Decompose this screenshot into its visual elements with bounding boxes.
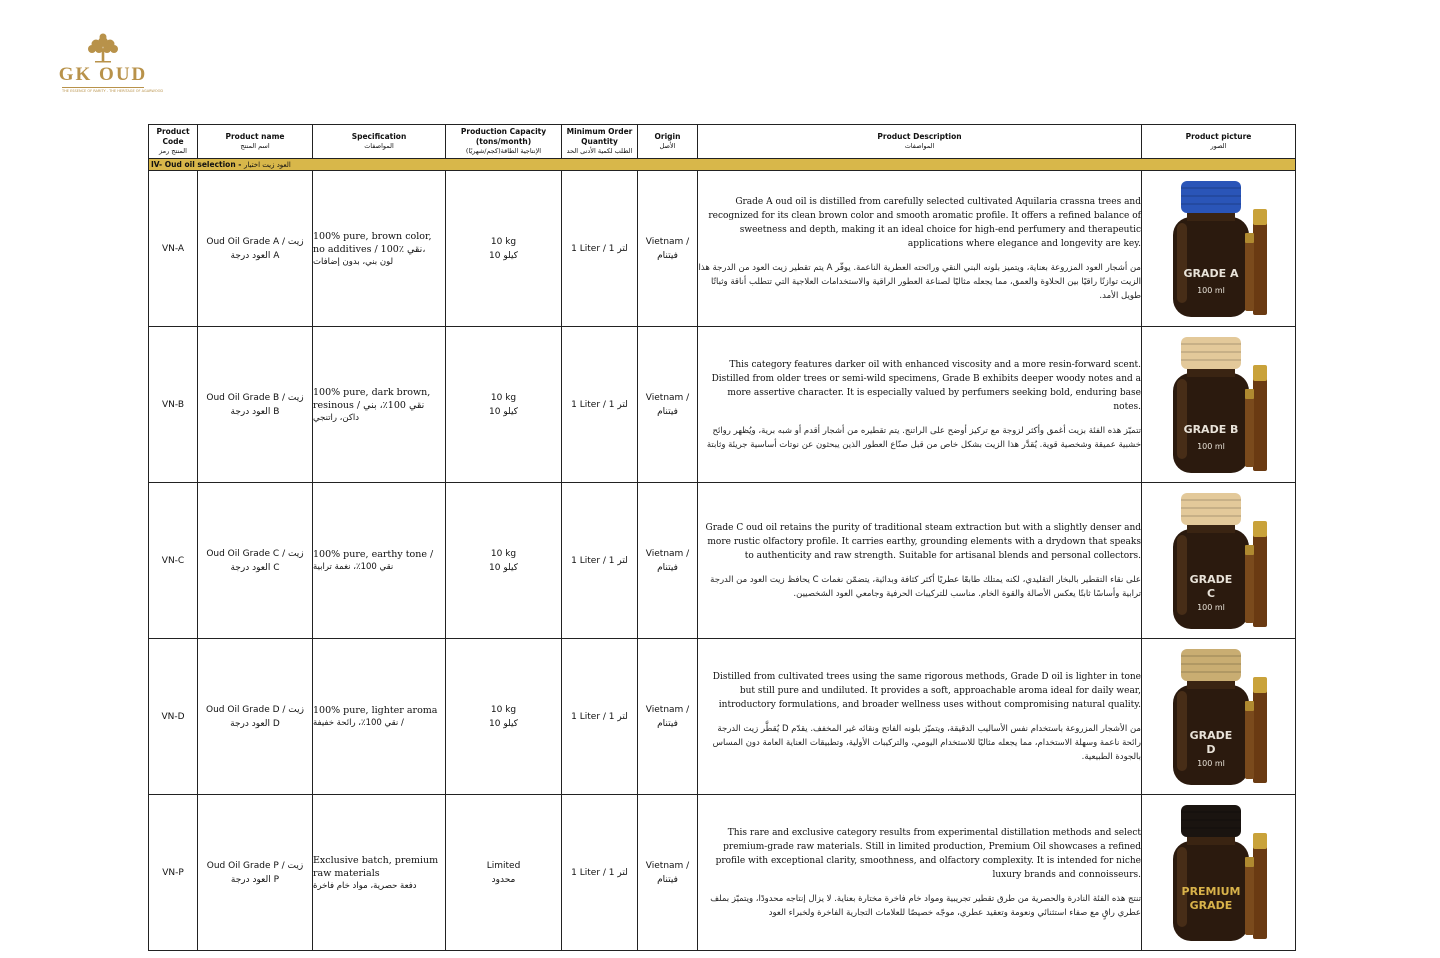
oud-oil-bottle-image	[1159, 491, 1279, 631]
bottle-label-line1: GRADE	[1189, 728, 1232, 742]
product-description: This category features darker oil with enhanced viscosity and a more resin-forward scent. Distilled from older trees or semi-wild specimens, Grade B exhibits deeper woody notes and a more assertive character. It is especially valued by perfumers seeking bold, enduring base notes. تتميّز هذه الفئة بزيت أغمق وأكثر لزوجة مع تركيز أوضح على الراتنج. يتم تقطيره من أشجار أقدم أو شبه برية، ويُظهر روائح خشبية عميقة وشخصية قوية. يُقدَّر هذا الزيت بشكل خاص من قبل صنّاع العطور الذين يبحثون عن نوتات أساسية جريئة وثابتة	[698, 327, 1142, 483]
origin: Vietnam / فيتنام	[638, 171, 698, 327]
product-specification: Exclusive batch, premium raw materials دفعة حصرية، مواد خام فاخرة	[313, 795, 446, 951]
product-picture	[1142, 327, 1296, 483]
product-picture	[1142, 795, 1296, 951]
minimum-order: 1 Liter / 1 لتر	[562, 171, 638, 327]
brand-logo	[58, 32, 164, 100]
product-code: VN-A	[149, 171, 198, 327]
bottle-label-line1: PREMIUM	[1181, 884, 1240, 898]
header-product-picture: Product picture الصور	[1142, 125, 1296, 159]
bottle-label-line1: GRADE	[1189, 572, 1232, 586]
origin: Vietnam / فيتنام	[638, 639, 698, 795]
product-picture	[1142, 639, 1296, 795]
header-product-code: Product Code المنتج رمز	[149, 125, 198, 159]
table-row	[149, 483, 1296, 639]
product-picture	[1142, 171, 1296, 327]
bottle-label-line2: D	[1205, 742, 1216, 756]
bottle-label-line2: GRADE	[1189, 898, 1232, 912]
product-table	[148, 124, 1296, 951]
product-name: Oud Oil Grade P / زيت العود درجة P	[198, 795, 313, 951]
product-code: VN-D	[149, 639, 198, 795]
product-description: Grade A oud oil is distilled from carefully selected cultivated Aquilaria crassna trees and recognized for its clean brown color and smooth aromatic profile. It offers a refined balance of sweetness and depth, making it an ideal choice for high-end perfumery and therapeutic applications where elegance and longevity are key. من أشجار العود المزروعة بعناية، ويتميز بلونه البني النقي ورائحته العطرية الناعمة. يوفّر A يتم تقطير زيت العود من الدرجة هذا الزيت توازنًا راقيًا بين الحلاوة والعمق، مما يجعله مثاليًا لصناعة العطور الراقية والاستخدامات العلاجية التي تتطلب أناقة وثباتًا طويل الأمد.	[698, 171, 1142, 327]
production-capacity: Limited محدود	[446, 795, 562, 951]
production-capacity: 10 kg كيلو 10	[446, 639, 562, 795]
product-name: Oud Oil Grade D / زيت العود درجة D	[198, 639, 313, 795]
table-row	[149, 171, 1296, 327]
section-row	[149, 159, 1296, 171]
header-origin: Origin الأصل	[638, 125, 698, 159]
product-specification: 100% pure, lighter aroma نقي 100٪، رائحة خفيفة /	[313, 639, 446, 795]
origin: Vietnam / فيتنام	[638, 483, 698, 639]
product-specification: 100% pure, earthy tone / نقي 100٪، نغمة ترابية	[313, 483, 446, 639]
table-row	[149, 327, 1296, 483]
product-description: Distilled from cultivated trees using the same rigorous methods, Grade D oil is lighter in tone but still pure and undiluted. It provides a soft, approachable aroma ideal for daily wear, introductory formulations, and broader wellness uses without compromising natural quality. من الأشجار المزروعة باستخدام نفس الأساليب الدقيقة، ويتميّز بلونه الفاتح ونقائه غير المخفف. يقدّم D يُقطَّر زيت الدرجة رائحة ناعمة وسهلة الاستخدام، مما يجعله مثاليًا للاستخدام اليومي، والتركيبات الأولية، وتطبيقات العناية العامة دون المساس بالجودة الطبيعية.	[698, 639, 1142, 795]
table-row	[149, 795, 1296, 951]
product-specification: 100% pure, dark brown, resinous / نقي 100٪، بني داكن، راتنجي	[313, 327, 446, 483]
product-specification: 100% pure, brown color, no additives / 100٪ نقي، لون بني، بدون إضافات	[313, 171, 446, 327]
minimum-order: 1 Liter / 1 لتر	[562, 639, 638, 795]
oud-oil-bottle-image	[1159, 179, 1279, 319]
brand-name: GK OUD	[58, 64, 148, 85]
production-capacity: 10 kg كيلو 10	[446, 171, 562, 327]
minimum-order: 1 Liter / 1 لتر	[562, 483, 638, 639]
header-production-capacity: Production Capacity (tons/month) الإنتاجية الطاقة(كجم/شهريًا)	[446, 125, 562, 159]
bottle-label-volume: 100 ml	[1196, 441, 1225, 451]
product-code: VN-B	[149, 327, 198, 483]
section-title: IV- Oud oil selection - العود زيت اختيار	[149, 159, 1296, 171]
product-name: Oud Oil Grade B / زيت العود درجة B	[198, 327, 313, 483]
product-picture	[1142, 483, 1296, 639]
bottle-label-volume: 100 ml	[1196, 602, 1225, 612]
minimum-order: 1 Liter / 1 لتر	[562, 327, 638, 483]
tree-icon	[83, 32, 123, 66]
oud-oil-bottle-image	[1159, 647, 1279, 787]
oud-oil-bottle-image	[1159, 803, 1279, 943]
bottle-label-line1: GRADE B	[1183, 422, 1238, 436]
minimum-order: 1 Liter / 1 لتر	[562, 795, 638, 951]
oud-oil-bottle-image	[1159, 335, 1279, 475]
origin: Vietnam / فيتنام	[638, 795, 698, 951]
table-row	[149, 639, 1296, 795]
production-capacity: 10 kg كيلو 10	[446, 483, 562, 639]
bottle-label-line1: GRADE A	[1183, 266, 1238, 280]
header-product-name: Product name اسم المنتج	[198, 125, 313, 159]
product-description: Grade C oud oil retains the purity of traditional steam extraction but with a slightly denser and more rustic olfactory profile. It carries earthy, grounding elements with a drydown that speaks to authenticity and raw strength. Suitable for artisanal blends and personal collectors. على نقاء التقطير بالبخار التقليدي، لكنه يمتلك طابعًا عطريًا أكثر كثافة وبدائية، يتضمّن نغمات C يحافظ زيت العود من الدرجة ترابية وأساسًا ثابتًا يعكس الأصالة والقوة الخام. مناسب للتركيبات الحرفية وجامعي العود الشخصيين.	[698, 483, 1142, 639]
origin: Vietnam / فيتنام	[638, 327, 698, 483]
bottle-label-volume: 100 ml	[1196, 285, 1225, 295]
header-product-description: Product Description المواصفات	[698, 125, 1142, 159]
product-name: Oud Oil Grade C / زيت العود درجة C	[198, 483, 313, 639]
production-capacity: 10 kg كيلو 10	[446, 327, 562, 483]
header-minimum-order: Minimum Order Quantity الطلب لكمية الأدنى الحد	[562, 125, 638, 159]
product-code: VN-C	[149, 483, 198, 639]
product-name: Oud Oil Grade A / زيت العود درجة A	[198, 171, 313, 327]
product-description: This rare and exclusive category results from experimental distillation methods and select premium-grade raw materials. Still in limited production, Premium Oil showcases a refined profile with exceptional clarity, smoothness, and olfactory complexity. It is intended for niche luxury brands and connoisseurs. تنتج هذه الفئة النادرة والحصرية من طرق تقطير تجريبية ومواد خام فاخرة مختارة بعناية. لا يزال إنتاجه محدودًا، ويتميّز بملف عطري راقٍ مع صفاء استثنائي ونعومة وتعقيد عطري، موجّه خصيصًا للعلامات التجارية الفاخرة ولخبراء العود	[698, 795, 1142, 951]
bottle-label-volume: 100 ml	[1196, 758, 1225, 768]
product-code: VN-P	[149, 795, 198, 951]
bottle-label-line2: C	[1206, 586, 1215, 600]
header-row	[149, 125, 1296, 159]
brand-tagline: THE ESSENCE OF RARITY - THE HERITAGE OF AGARWOOD	[62, 89, 164, 93]
header-specification: Specification المواصفات	[313, 125, 446, 159]
